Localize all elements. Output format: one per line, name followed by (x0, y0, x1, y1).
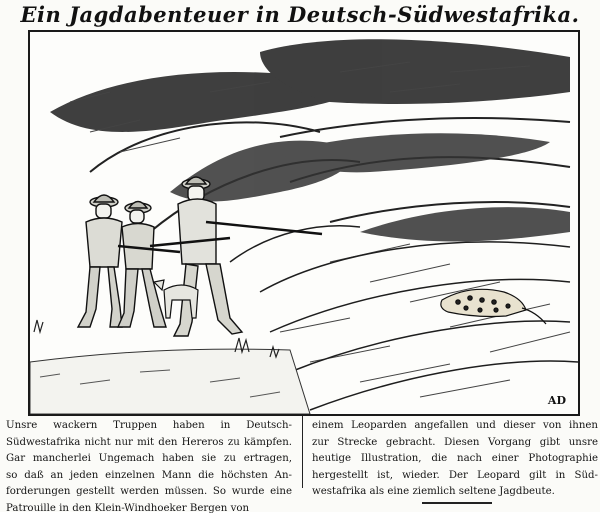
hunting-scene-illustration (30, 32, 578, 414)
artist-monogram: AD (547, 394, 566, 407)
article-column-right (312, 418, 598, 501)
article-line: heutige Illustration, die nach einer Photographie (312, 453, 598, 465)
article-line: Südwestafrika nicht nur mit den Hereros zu kämpfen. (6, 436, 292, 448)
article-line: so daß an jeden einzelnen Mann die höchsten An- (6, 469, 292, 481)
rock-slab-top (260, 39, 570, 104)
article-column-left (6, 418, 292, 518)
article-end-rule (422, 502, 492, 504)
article-line: hergestellt ist, wieder. Der Leopard gilt in Süd- (312, 469, 598, 481)
illustration-frame (28, 30, 580, 416)
soldier-middle-figure (118, 202, 166, 328)
article-line: westafrika als eine ziemlich seltene Jagdbeute. (312, 486, 555, 498)
article-line: zur Strecke gebracht. Diesen Vorgang gibt unsre (312, 436, 598, 448)
leopard-figure (441, 289, 546, 324)
soldier-left-figure (78, 195, 122, 327)
article-line: forderungen gestellt werden müssen. So wurde eine (6, 486, 292, 498)
article-line: Gar mancherlei Ungemach haben sie zu ertragen, (6, 453, 292, 465)
rock-slab-right (280, 133, 550, 172)
article-line: Patrouille in den Klein-Windhoeker Bergen von (6, 502, 250, 514)
article-line: Unsre wackern Truppen haben in Deutsch- (6, 420, 292, 431)
headline: Ein Jagdabenteuer in Deutsch-Südwestafrika. (20, 2, 580, 27)
article-body (0, 416, 600, 512)
hunter-figure (174, 177, 242, 336)
article-line: einem Leoparden angefallen und dieser von ihnen (312, 420, 598, 431)
